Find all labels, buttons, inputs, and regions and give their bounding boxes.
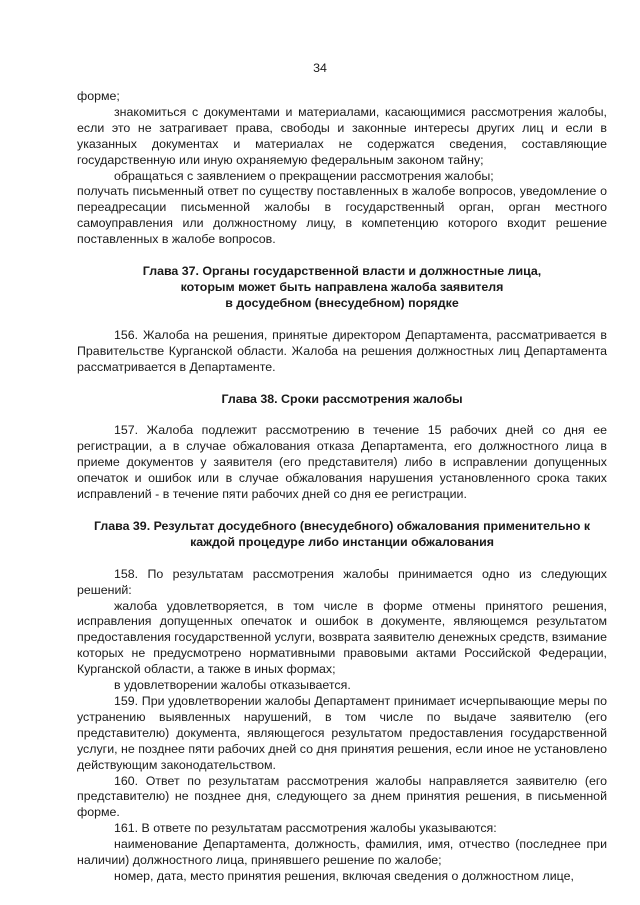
chapter-heading [77,392,607,408]
paragraph: 157. Жалоба подлежит рассмотрению в течение 15 рабочих дней со дня ее регистрации, а в случае обжалования отказа Департамента, его должностного лица в приеме документов у заявителя (его представителя) либо в исправлении допущенных опечаток и ошибок или в случае обжалования нарушения установленного срока таких исправлений - в течение пяти рабочих дней со дня ее регистрации. [77,423,607,502]
chapter-heading-line: Глава 38. Сроки рассмотрения жалобы [221,391,463,406]
paragraph: получать письменный ответ по существу поставленных в жалобе вопросов, уведомление о переадресации письменной жалобы в государственный орган, орган местного самоуправления или должностному лицу, в компетенцию которого входит решение поставленных в жалобе вопросов. [77,184,607,247]
paragraph: 156. Жалоба на решения, принятые директором Департамента, рассматривается в Правительстве Курганской области. Жалоба на решения должностных лиц Департамента рассматривается в Департаменте. [77,327,607,374]
paragraph: обращаться с заявлением о прекращении рассмотрения жалобы; [114,168,494,183]
chapter-heading-line: каждой процедуре либо инстанции обжалования [190,534,494,549]
chapter-heading [77,519,607,551]
spacer [77,503,607,519]
paragraph: форме; [77,89,120,103]
paragraph: 158. По результатам рассмотрения жалобы принимается одно из следующих решений: [77,566,607,597]
paragraph: 159. При удовлетворении жалобы Департамент принимает исчерпывающие меры по устранению выявленных нарушений, в том числе по выдаче заявителю (его представителю) документа, являющегося результатом предоставления государственной услуги, не позднее пяти рабочих дней со дня принятия решения, если иное не установлено действующим законодательством. [77,694,607,772]
chapter-heading-line: которым может быть направлена жалоба заявителя [180,279,504,294]
chapter-heading-line: Глава 37. Органы государственной власти и должностные лица, [142,264,542,279]
spacer [77,248,607,264]
chapter-heading-line: в досудебном (внесудебном) порядке [225,295,459,310]
paragraph: 161. В ответе по результатам рассмотрения жалобы указываются: [114,821,497,836]
spacer [77,407,607,423]
paragraph: знакомиться с документами и материалами, касающимися рассмотрения жалобы, если это не затрагивает права, свободы и законные интересы других лиц и если в указанных документах и материалах не содержатся сведения, составляющие государственную или иную охраняемую федеральным законом тайну; [77,104,607,167]
spacer [77,312,607,328]
paragraph: в удовлетворении жалобы отказывается. [114,678,351,693]
chapter-heading [77,264,607,312]
document-body [77,89,607,885]
spacer [77,376,607,392]
page-number: 34 [313,61,327,75]
paragraph: наименование Департамента, должность, фамилия, имя, отчество (последнее при наличии) должностного лица, принявшего решение по жалобе; [77,837,607,868]
paragraph: номер, дата, место принятия решения, включая сведения о должностном лице, [114,868,574,883]
spacer [77,551,607,567]
paragraph: жалоба удовлетворяется, в том числе в форме отмены принятого решения, исправления допущенных опечаток и ошибок в документе, являющемся результатом предоставления государственной услуги, возврата заявителю денежных средств, взимание которых не предусмотрено нормативными правовыми актами Российской Федерации, Курганской области, а также в иных формах; [77,598,607,677]
chapter-heading-line: Глава 39. Результат досудебного (внесудебного) обжалования применительно к [93,518,591,533]
paragraph: 160. Ответ по результатам рассмотрения жалобы направляется заявителю (его представителю) не позднее дня, следующего за днем принятия решения, в письменной форме. [77,773,607,820]
